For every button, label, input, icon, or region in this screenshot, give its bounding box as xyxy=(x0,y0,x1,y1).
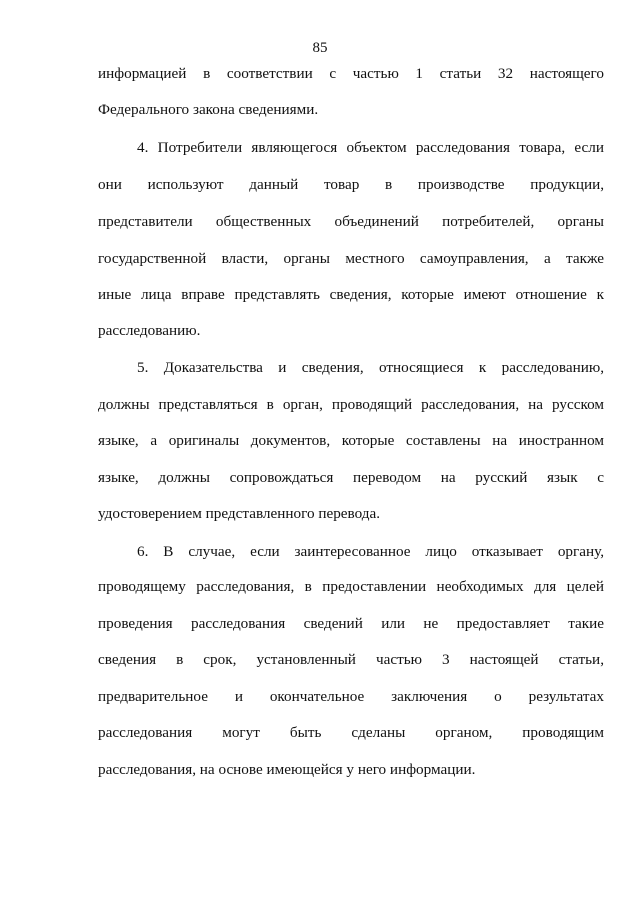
paragraph-4-first-line: 4. Потребители являющегося объектом расследования товара, если xyxy=(137,139,604,156)
text-line: они используют данный товар в производстве продукции, xyxy=(98,176,604,193)
text-line: должны представляться в орган, проводящий расследования, на русском xyxy=(98,396,604,413)
text-line: проведения расследования сведений или не предоставляет такие xyxy=(98,615,604,632)
text-line: языке, должны сопровождаться переводом на русский язык с xyxy=(98,469,604,486)
page-number: 85 xyxy=(312,40,328,56)
text-line: проводящему расследования, в предоставлении необходимых для целей xyxy=(98,578,604,595)
paragraph-6-first-line: 6. В случае, если заинтересованное лицо отказывает органу, xyxy=(137,543,604,560)
text-line: расследования могут быть сделаны органом, проводящим xyxy=(98,724,604,741)
text-line: Федерального закона сведениями. xyxy=(98,101,319,118)
paragraph-5-first-line: 5. Доказательства и сведения, относящиеся к расследованию, xyxy=(137,359,604,376)
text-line: сведения в срок, установленный частью 3 настоящей статьи, xyxy=(98,651,604,668)
text-line: расследованию. xyxy=(98,322,201,339)
text-line: представители общественных объединений потребителей, органы xyxy=(98,213,604,230)
text-line: информацией в соответствии с частью 1 статьи 32 настоящего xyxy=(98,65,604,82)
text-line: расследования, на основе имеющейся у него информации. xyxy=(98,761,476,778)
text-line: иные лица вправе представлять сведения, которые имеют отношение к xyxy=(98,286,604,303)
text-line: удостоверением представленного перевода. xyxy=(98,505,381,522)
text-line: государственной власти, органы местного самоуправления, а также xyxy=(98,250,604,267)
text-line: предварительное и окончательное заключения о результатах xyxy=(98,688,604,705)
text-line: языке, а оригиналы документов, которые составлены на иностранном xyxy=(98,432,604,449)
